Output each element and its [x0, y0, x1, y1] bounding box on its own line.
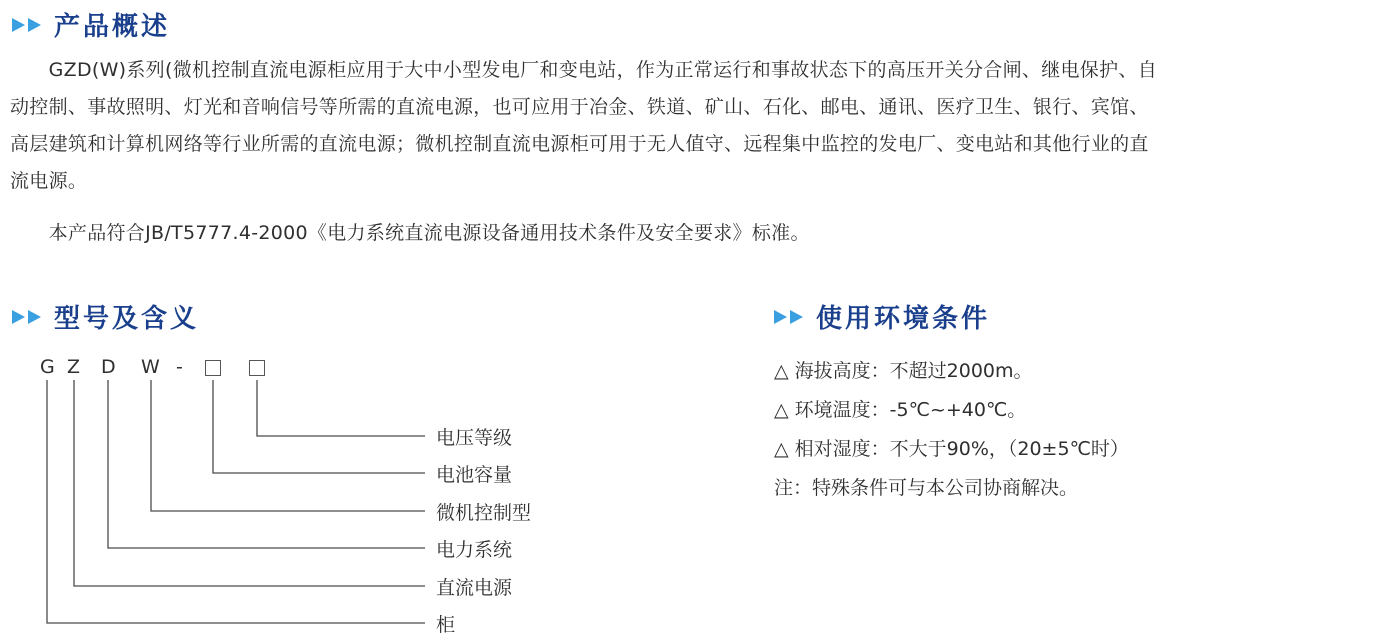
meaning-capacity: 电池容量 — [436, 464, 513, 486]
environment-title: 使用环境条件 — [816, 304, 991, 334]
meaning-power: 电力系统 — [436, 539, 513, 561]
connector-micro — [151, 380, 425, 511]
overview-line: GZD(W)系列(微机控制直流电源柜应用于大中小型发电厂和变电站，作为正常运行和事故状态下的高压开关分合闸、继电保护、自 — [10, 59, 1157, 81]
model-title: 型号及含义 — [54, 304, 200, 334]
environment-temperature: △ 环境温度：-5℃~+40℃。 — [774, 399, 1027, 421]
environment-heading — [772, 298, 990, 335]
meaning-voltage: 电压等级 — [436, 427, 513, 449]
environment-note: 注：特殊条件可与本公司协商解决。 — [774, 477, 1079, 499]
meaning-micro: 微机控制型 — [436, 502, 532, 524]
connector-voltage — [257, 380, 425, 436]
meaning-cabinet: 柜 — [436, 614, 456, 636]
double-arrow-icon — [772, 307, 810, 327]
code-letter-z: Z — [67, 356, 81, 378]
overview-line: 高层建筑和计算机网络等行业所需的直流电源；微机控制直流电源柜可用于无人值守、远程集中监控的发电厂、变电站和其他行业的直 — [10, 133, 1149, 155]
environment-humidity: △ 相对湿度：不大于90%，（20±5℃时） — [774, 438, 1129, 460]
connector-dc — [74, 380, 425, 586]
connector-capacity — [213, 380, 425, 473]
code-dash: - — [176, 356, 183, 378]
code-letter-g: G — [40, 356, 55, 378]
environment-altitude: △ 海拔高度：不超过2000m。 — [774, 360, 1033, 382]
overview-line: 动控制、事故照明、灯光和音响信号等所需的直流电源，也可应用于冶金、铁道、矿山、石化、邮电、通讯、医疗卫生、银行、宾馆、 — [10, 96, 1149, 118]
overview-line: 流电源。 — [10, 170, 88, 192]
connector-power — [108, 380, 425, 548]
code-letter-d: D — [101, 356, 116, 378]
standard-paragraph: 本产品符合JB/T5777.4-2000《电力系统直流电源设备通用技术条件及安全要求》标准。 — [10, 222, 810, 244]
code-letter-w: W — [141, 356, 160, 378]
meaning-dc: 直流电源 — [436, 577, 513, 599]
overview-title: 产品概述 — [54, 12, 171, 42]
